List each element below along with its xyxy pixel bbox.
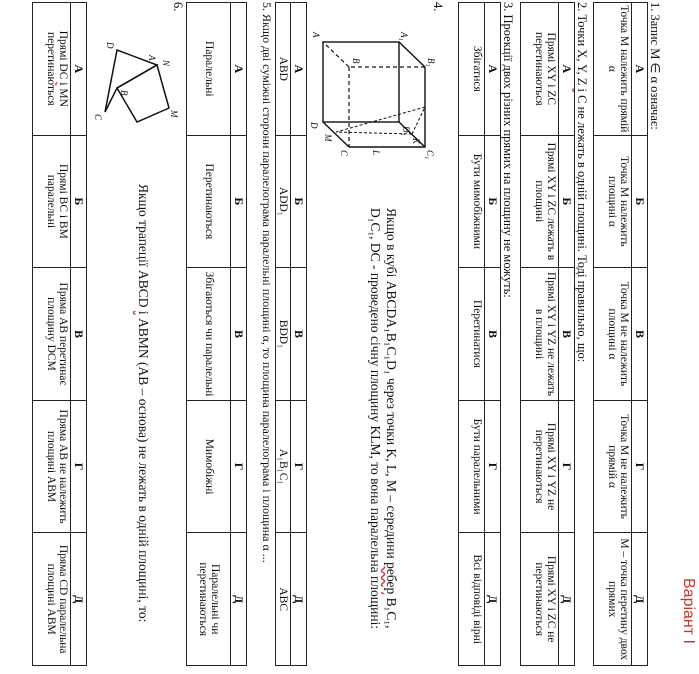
- q2-letter-b: Б: [559, 135, 575, 268]
- q6-option-b[interactable]: Прямі BC і BM паралельні: [33, 135, 71, 268]
- question-2: [575, 2, 589, 362]
- q6-option-row: [33, 3, 71, 666]
- q5-answer-table: [187, 2, 248, 666]
- q4-letter-a: А: [291, 3, 307, 136]
- q2-letter-a: А: [559, 3, 575, 136]
- q3-letter-d: Д: [485, 533, 501, 666]
- q5-letter-a: А: [231, 3, 247, 136]
- q2-letter-d: Д: [559, 533, 575, 666]
- label-c1: C₁: [425, 150, 435, 160]
- q6-answer-table: [33, 2, 88, 666]
- q2-letter-v: В: [559, 268, 575, 401]
- q5-letter-row: [231, 3, 247, 666]
- q6-letter-a: А: [71, 3, 87, 136]
- q3-option-b[interactable]: Бути мимобіжними: [459, 135, 485, 268]
- q2-option-b[interactable]: Прямі XY і ZC лежать в площині: [521, 135, 559, 268]
- q6-letter-row: [71, 3, 87, 666]
- q1-letter-v: В: [632, 268, 648, 401]
- q5-letter-g: Г: [231, 400, 247, 533]
- q1-option-v[interactable]: Точка M не належить площині α: [594, 268, 632, 401]
- trapezoids-figure: [87, 30, 177, 170]
- fig6-label-c: C: [93, 114, 103, 121]
- fig6-label-b: B: [119, 90, 129, 96]
- q2-option-d[interactable]: Прямі XY і ZC не перетинаються: [521, 533, 559, 666]
- q6-letter-v: В: [71, 268, 87, 401]
- q1-option-g[interactable]: Точка M не належить прямій α: [594, 400, 632, 533]
- label-k: K: [411, 138, 421, 145]
- q2-option-a[interactable]: Прямі XY і ZC перетинаються: [521, 3, 559, 136]
- q1-letter-a: А: [632, 3, 648, 136]
- q6-option-a-text-b: MN перетинаються: [45, 31, 70, 107]
- q4-option-a[interactable]: ABD: [276, 3, 292, 136]
- label-d1: D₁: [401, 126, 411, 136]
- q6-option-a-i: і: [57, 82, 70, 86]
- question-5: 5. Якщо дві суміжні сторони паралелограма паралельні площині α, то площина паралелограма і площина α ...: [260, 2, 274, 563]
- q4-text-a: Якщо в кубі ABCDA₁B₁C₁D₁ через точки K, L, M – середини: [384, 208, 399, 563]
- q5-option-b[interactable]: Перетинаються: [187, 135, 231, 268]
- q5-option-d[interactable]: Паралельні чи перетинаються: [187, 533, 231, 666]
- q3-option-a[interactable]: Збігатися: [459, 3, 485, 136]
- q6-option-a-text: Прямі DC: [57, 30, 70, 83]
- q3-option-d[interactable]: Всі відповіді вірні: [459, 533, 485, 666]
- q6-text-a: Якщо трапеції ABCD: [136, 184, 151, 311]
- q1-letter-g: Г: [632, 400, 648, 533]
- q2-text-i: і: [575, 88, 589, 93]
- q5-option-a[interactable]: Паралельні: [187, 3, 231, 136]
- label-l: L: [371, 150, 381, 156]
- question-6-number: 6.: [171, 2, 185, 12]
- fig6-label-m: M: [169, 110, 179, 118]
- q4-option-row: [276, 3, 292, 666]
- q1-answer-table: [594, 2, 649, 666]
- q5-letter-d: Д: [231, 533, 247, 666]
- fig6-label-a: A: [147, 55, 157, 61]
- fig6-label-d: D: [105, 42, 115, 49]
- label-d: D: [309, 122, 319, 129]
- q1-option-a[interactable]: Точка M належить прямій α: [594, 3, 632, 136]
- label-m: M: [323, 134, 333, 142]
- q2-option-v[interactable]: Прямі XY і YZ не лежать в площині: [521, 268, 559, 401]
- label-b: B: [351, 58, 361, 64]
- question-3: 3. Проекції двох різних прямих на площину не можуть:: [501, 2, 515, 298]
- q4-letter-g: Г: [291, 400, 307, 533]
- label-a: A: [311, 32, 321, 38]
- question-6-text: [136, 184, 152, 662]
- q3-option-v[interactable]: Перетинатися: [459, 268, 485, 401]
- q5-option-row: [187, 3, 231, 666]
- q6-letter-g: Г: [71, 400, 87, 533]
- q4-answer-table: [275, 2, 307, 666]
- q4-letter-d: Д: [291, 533, 307, 666]
- q4-option-d[interactable]: ABC: [276, 533, 292, 666]
- q6-letter-b: Б: [71, 135, 87, 268]
- q1-letter-d: Д: [632, 533, 648, 666]
- variant-title: Варіант І: [680, 578, 697, 644]
- q3-option-row: [459, 3, 485, 666]
- question-4-number: 4.: [431, 2, 445, 12]
- q4-option-v[interactable]: BDD₁: [276, 268, 292, 401]
- fig6-label-n: N: [161, 60, 171, 67]
- q2-letter-row: [559, 3, 575, 666]
- cube-figure: [307, 22, 437, 167]
- q6-option-a[interactable]: [33, 3, 71, 136]
- q4-letter-v: В: [291, 268, 307, 401]
- q6-text-i: і: [136, 310, 151, 315]
- q4-letter-row: [291, 3, 307, 666]
- q5-letter-b: Б: [231, 135, 247, 268]
- q6-option-g[interactable]: Пряма AB не належить площині ABM: [33, 400, 71, 533]
- q3-letter-b: Б: [485, 135, 501, 268]
- q2-answer-table: [521, 2, 576, 666]
- q3-letter-row: [485, 3, 501, 666]
- q2-text-b: C не лежать в одній площині. Тоді правильно, що:: [575, 92, 589, 363]
- q2-letter-g: Г: [559, 400, 575, 533]
- q4-option-g[interactable]: A₁B₁C₁: [276, 400, 292, 533]
- q4-option-b[interactable]: ADD₁: [276, 135, 292, 268]
- q3-letter-g: Г: [485, 400, 501, 533]
- q6-option-v[interactable]: Пряма AB перетинає площину DCM: [33, 268, 71, 401]
- q5-letter-v: В: [231, 268, 247, 401]
- q2-option-row: [521, 3, 559, 666]
- q5-option-v[interactable]: Збігаються чи паралельні: [187, 268, 231, 401]
- q3-letter-a: А: [485, 3, 501, 136]
- q2-option-g[interactable]: Прямі XY і YZ не перетинаються: [521, 400, 559, 533]
- q1-letter-b: Б: [632, 135, 648, 268]
- q4-text-r: ребер: [384, 562, 399, 595]
- q3-answer-table: [459, 2, 502, 666]
- q6-letter-d: Д: [71, 533, 87, 666]
- q1-letter-row: [632, 3, 648, 666]
- q2-text-a: 2. Точки X, Y, Z: [575, 2, 589, 89]
- q6-option-d[interactable]: Пряма CD паралельна площині ABM: [33, 533, 71, 666]
- label-c: C: [339, 150, 349, 157]
- q5-option-g[interactable]: Мимобіжні: [187, 400, 231, 533]
- q1-option-b[interactable]: Точка M належить площині α: [594, 135, 632, 268]
- q3-letter-v: В: [485, 268, 501, 401]
- q4-text-b: B₁C₁, D₁C₁, DC - проведено січну площину KLM, то вона паралельна площині:: [368, 208, 399, 630]
- q3-option-g[interactable]: Бути паралельними: [459, 400, 485, 533]
- q1-option-row: [594, 3, 632, 666]
- label-b1: B₁: [426, 58, 436, 67]
- q6-text-b: ABMN (AB – основа) не лежать в одній площині, то:: [136, 314, 151, 623]
- q4-letter-b: Б: [291, 135, 307, 268]
- question-1: 1. Запис M ∈ α означає:: [648, 2, 662, 130]
- q1-option-d[interactable]: M – точка перетину двох прямих: [594, 533, 632, 666]
- question-4-text: [368, 208, 399, 660]
- label-a1: A₁: [399, 32, 409, 41]
